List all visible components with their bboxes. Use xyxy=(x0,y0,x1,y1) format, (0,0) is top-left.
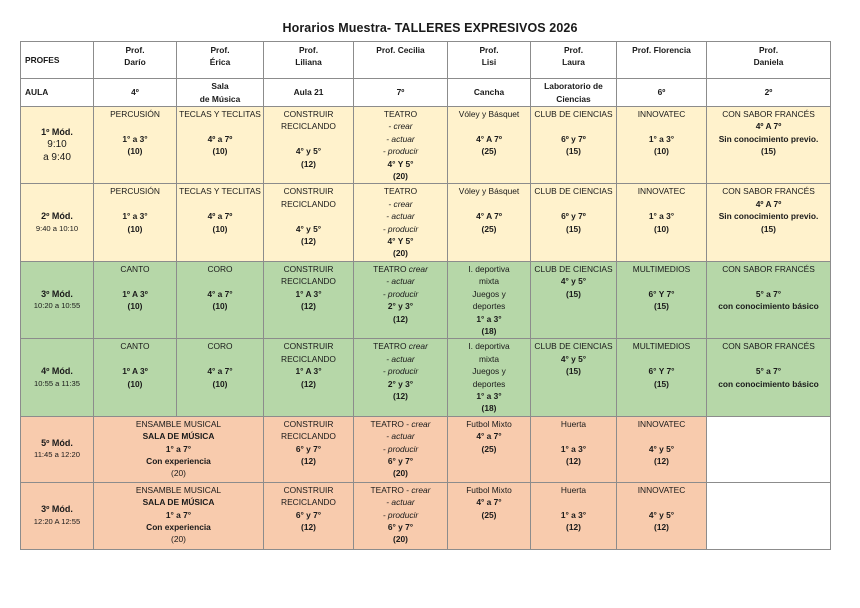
aula-cell: 2º xyxy=(707,79,831,107)
workshop-cell: Vóley y Básquet 4° A 7º (25) xyxy=(448,184,531,261)
module-row-1 xyxy=(21,107,831,184)
workshop-cell: MULTIMEDIOS 6° Y 7° (15) xyxy=(617,261,707,338)
workshop-cell: Futbol Mixto 4° a 7° (25) xyxy=(448,416,531,482)
teacher-liliana: Prof. Liliana xyxy=(264,42,354,79)
workshop-cell: I. deportiva mixta Juegos y deportes 1° a 3° (18) xyxy=(448,339,531,416)
workshop-cell: CANTO 1º A 3º (10) xyxy=(94,261,177,338)
workshop-cell: TEATRO - crear - actuar - producir 4° Y 5° (20) xyxy=(354,184,448,261)
teacher-cecilia: Prof. Cecilia xyxy=(354,42,448,79)
workshop-cell: TEATRO - crear - actuar - producir 6° y 7° (20) xyxy=(354,416,448,482)
workshop-cell: CON SABOR FRANCÉS 4º A 7º Sin conocimiento previo. (15) xyxy=(707,184,831,261)
module-row-4 xyxy=(21,339,831,416)
workshop-cell: CONSTRUIR RECICLANDO 4° y 5° (12) xyxy=(264,107,354,184)
aula-cell: Cancha xyxy=(448,79,531,107)
empty-cell xyxy=(707,416,831,482)
aula-cell: 7º xyxy=(354,79,448,107)
workshop-cell: PERCUSIÓN 1° a 3° (10) xyxy=(94,184,177,261)
module-row-3 xyxy=(21,261,831,338)
workshop-cell: I. deportiva mixta Juegos y deportes 1° a 3° (18) xyxy=(448,261,531,338)
module-row-6 xyxy=(21,482,831,549)
workshop-cell: CONSTRUIR RECICLANDO 6° y 7° (12) xyxy=(264,416,354,482)
workshop-cell-merged: ENSAMBLE MUSICAL SALA DE MÚSICA 1° a 7° Con experiencia (20) xyxy=(94,416,264,482)
aula-label: AULA xyxy=(21,79,94,107)
workshop-cell: CON SABOR FRANCÉS 5° a 7° con conocimiento básico xyxy=(707,339,831,416)
workshop-cell: TEATRO - crear - actuar - producir 4° Y 5° (20) xyxy=(354,107,448,184)
workshop-cell: TECLAS Y TECLITAS 4º a 7º (10) xyxy=(177,107,264,184)
workshop-cell: CONSTRUIR RECICLANDO 1° A 3° (12) xyxy=(264,261,354,338)
workshop-cell: CONSTRUIR RECICLANDO 1° A 3° (12) xyxy=(264,339,354,416)
profes-label: PROFES xyxy=(21,42,94,79)
workshop-cell: INNOVATEC 1° a 3° (10) xyxy=(617,107,707,184)
workshop-cell-merged: ENSAMBLE MUSICAL SALA DE MÚSICA 1° a 7° Con experiencia (20) xyxy=(94,482,264,549)
workshop-cell: CANTO 1º A 3º (10) xyxy=(94,339,177,416)
teacher-laura: Prof. Laura xyxy=(531,42,617,79)
workshop-cell: CLUB DE CIENCIAS 6º y 7º (15) xyxy=(531,184,617,261)
workshop-cell: CLUB DE CIENCIAS 6º y 7º (15) xyxy=(531,107,617,184)
teacher-lisi: Prof. Lisi xyxy=(448,42,531,79)
workshop-cell: TEATRO crear - actuar - producir 2° y 3° (12) xyxy=(354,261,448,338)
workshop-cell: INNOVATEC 4° y 5° (12) xyxy=(617,416,707,482)
workshop-cell: TEATRO crear - actuar - producir 2° y 3° (12) xyxy=(354,339,448,416)
workshop-cell: Futbol Mixto 4° a 7° (25) xyxy=(448,482,531,549)
workshop-cell: CON SABOR FRANCÉS 4º A 7º Sin conocimiento previo. (15) xyxy=(707,107,831,184)
teacher-florencia: Prof. Florencia xyxy=(617,42,707,79)
classroom-row xyxy=(21,79,831,107)
workshop-cell: TECLAS Y TECLITAS 4º a 7º (10) xyxy=(177,184,264,261)
workshop-cell: Huerta 1° a 3° (12) xyxy=(531,416,617,482)
aula-cell: Laboratorio de Ciencias xyxy=(531,79,617,107)
module-row-5 xyxy=(21,416,831,482)
teacher-erica: Prof. Érica xyxy=(177,42,264,79)
workshop-cell: Huerta 1° a 3° (12) xyxy=(531,482,617,549)
workshop-cell: CLUB DE CIENCIAS 4° y 5° (15) xyxy=(531,339,617,416)
empty-cell xyxy=(707,482,831,549)
workshop-cell: CONSTRUIR RECICLANDO 6° y 7° (12) xyxy=(264,482,354,549)
workshop-cell: CORO 4° a 7° (10) xyxy=(177,339,264,416)
workshop-cell: INNOVATEC 4° y 5° (12) xyxy=(617,482,707,549)
teacher-daniela: Prof. Daniela xyxy=(707,42,831,79)
aula-cell: Sala de Música xyxy=(177,79,264,107)
workshop-cell: CONSTRUIR RECICLANDO 4° y 5° (12) xyxy=(264,184,354,261)
module-label: 2º Mód. 9:40 a 10:10 xyxy=(21,184,94,261)
teachers-row xyxy=(21,42,831,79)
module-row-2 xyxy=(21,184,831,261)
document-title: Horarios Muestra- TALLERES EXPRESIVOS 2026 xyxy=(282,21,578,35)
aula-cell: 4º xyxy=(94,79,177,107)
module-label: 3º Mód. 12:20 A 12:55 xyxy=(21,482,94,549)
module-label: 4º Mód. 10:55 a 11:35 xyxy=(21,339,94,416)
workshop-cell: Vóley y Básquet 4° A 7º (25) xyxy=(448,107,531,184)
aula-cell: 6º xyxy=(617,79,707,107)
workshop-cell: INNOVATEC 1° a 3° (10) xyxy=(617,184,707,261)
workshop-cell: TEATRO - crear - actuar - producir 6° y 7° (20) xyxy=(354,482,448,549)
aula-cell: Aula 21 xyxy=(264,79,354,107)
workshop-cell: CLUB DE CIENCIAS 4° y 5° (15) xyxy=(531,261,617,338)
schedule-table xyxy=(20,41,831,550)
workshop-cell: CON SABOR FRANCÉS 5° a 7° con conocimiento básico xyxy=(707,261,831,338)
module-label: 5º Mód. 11:45 a 12:20 xyxy=(21,416,94,482)
module-label: 1º Mód. 9:10 a 9:40 xyxy=(21,107,94,184)
workshop-cell: PERCUSIÓN 1° a 3° (10) xyxy=(94,107,177,184)
workshop-cell: MULTIMEDIOS 6° Y 7° (15) xyxy=(617,339,707,416)
teacher-dario: Prof. Darío xyxy=(94,42,177,79)
workshop-cell: CORO 4° a 7° (10) xyxy=(177,261,264,338)
module-label: 3º Mód. 10:20 a 10:55 xyxy=(21,261,94,338)
